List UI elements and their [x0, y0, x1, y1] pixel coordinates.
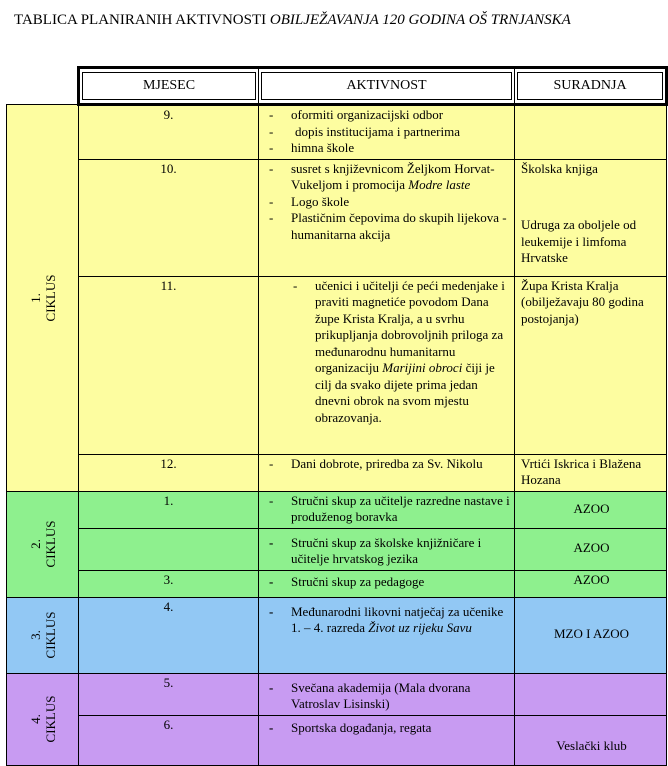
- activity-cell: - Stručni skup za pedagoge: [259, 570, 515, 597]
- cycle-4-label: 4. CIKLUS: [7, 673, 79, 765]
- activity-cell: - Svečana akademija (Mala dvorana Vatroslav Lisinski): [259, 673, 515, 715]
- table-row: [7, 570, 667, 597]
- activity-cell: - oformiti organizacijski odbor - dopis institucijama i partnerima - himna škole: [259, 105, 515, 160]
- table-row: [7, 673, 667, 715]
- activity-cell: - Međunarodni likovni natječaj za učenike 1. – 4. razreda Život uz rijeku Savu: [259, 597, 515, 673]
- month-cell: 10.: [79, 159, 259, 276]
- activity-cell: - susret s književnicom Željkom Horvat-Vukeljom i promocija Modre laste - Logo škole - Plastičnim čepovima do skupih lijekova - humanitarna akcija: [259, 159, 515, 276]
- partner-cell: Veslački klub: [515, 715, 667, 765]
- activity-cell: - Stručni skup za školske knjižničare i učitelje hrvatskog jezika: [259, 528, 515, 570]
- table-row: [7, 159, 667, 276]
- table-row: [7, 597, 667, 673]
- cycle-3-label: 3. CIKLUS: [7, 597, 79, 673]
- partner-cell: Školska knjiga Udruga za oboljele od leukemije i limfoma Hrvatske: [515, 159, 667, 276]
- table-row: [7, 276, 667, 454]
- activity-cell: - Stručni skup za učitelje razredne nastave i produženog boravka: [259, 491, 515, 528]
- month-cell: 9.: [79, 105, 259, 160]
- table-header: [7, 68, 667, 105]
- table-row: [7, 715, 667, 765]
- activity-cell: - Dani dobrote, priredba za Sv. Nikolu: [259, 454, 515, 491]
- activity-table: [6, 66, 668, 766]
- table-row: [7, 528, 667, 570]
- partner-cell: AZOO: [515, 528, 667, 570]
- header-activity: AKTIVNOST: [259, 68, 515, 105]
- table-row: [7, 105, 667, 160]
- partner-cell: MZO I AZOO: [515, 597, 667, 673]
- partner-cell: Vrtići Iskrica i Blažena Hozana: [515, 454, 667, 491]
- cycle-2-label: 2. CIKLUS: [7, 491, 79, 597]
- table-row: [7, 491, 667, 528]
- month-cell: 4.: [79, 597, 259, 673]
- partner-cell: Župa Krista Kralja (obilježavaju 80 godina postojanja): [515, 276, 667, 454]
- month-cell: 3.: [79, 570, 259, 597]
- partner-cell: [515, 673, 667, 715]
- month-cell: 12.: [79, 454, 259, 491]
- month-cell: [79, 528, 259, 570]
- table-row: [7, 454, 667, 491]
- month-cell: 6.: [79, 715, 259, 765]
- activity-cell: - Sportska događanja, regata: [259, 715, 515, 765]
- partner-cell: AZOO: [515, 491, 667, 528]
- header-partner: SURADNJA: [515, 68, 667, 105]
- cycle-1-label: 1. CIKLUS: [7, 105, 79, 492]
- month-cell: 5.: [79, 673, 259, 715]
- month-cell: 1.: [79, 491, 259, 528]
- header-month: MJESEC: [79, 68, 259, 105]
- document-title: TABLICA PLANIRANIH AKTIVNOSTI OBILJEŽAVANJA 120 GODINA OŠ TRNJANSKA: [14, 12, 571, 28]
- month-cell: 11.: [79, 276, 259, 454]
- partner-cell: AZOO: [515, 570, 667, 597]
- partner-cell: [515, 105, 667, 160]
- activity-cell: - učenici i učitelji će peći medenjake i praviti magnetiće povodom Dana župe Krista Kralja, a u svrhu prikupljanja dobrovoljnih priloga za međunarodnu humanitarnu organizaciju Marijini obroci čiji je cilj da svako dijete prima jedan dnevni obrok na svom mjestu obrazovanja.: [259, 276, 515, 454]
